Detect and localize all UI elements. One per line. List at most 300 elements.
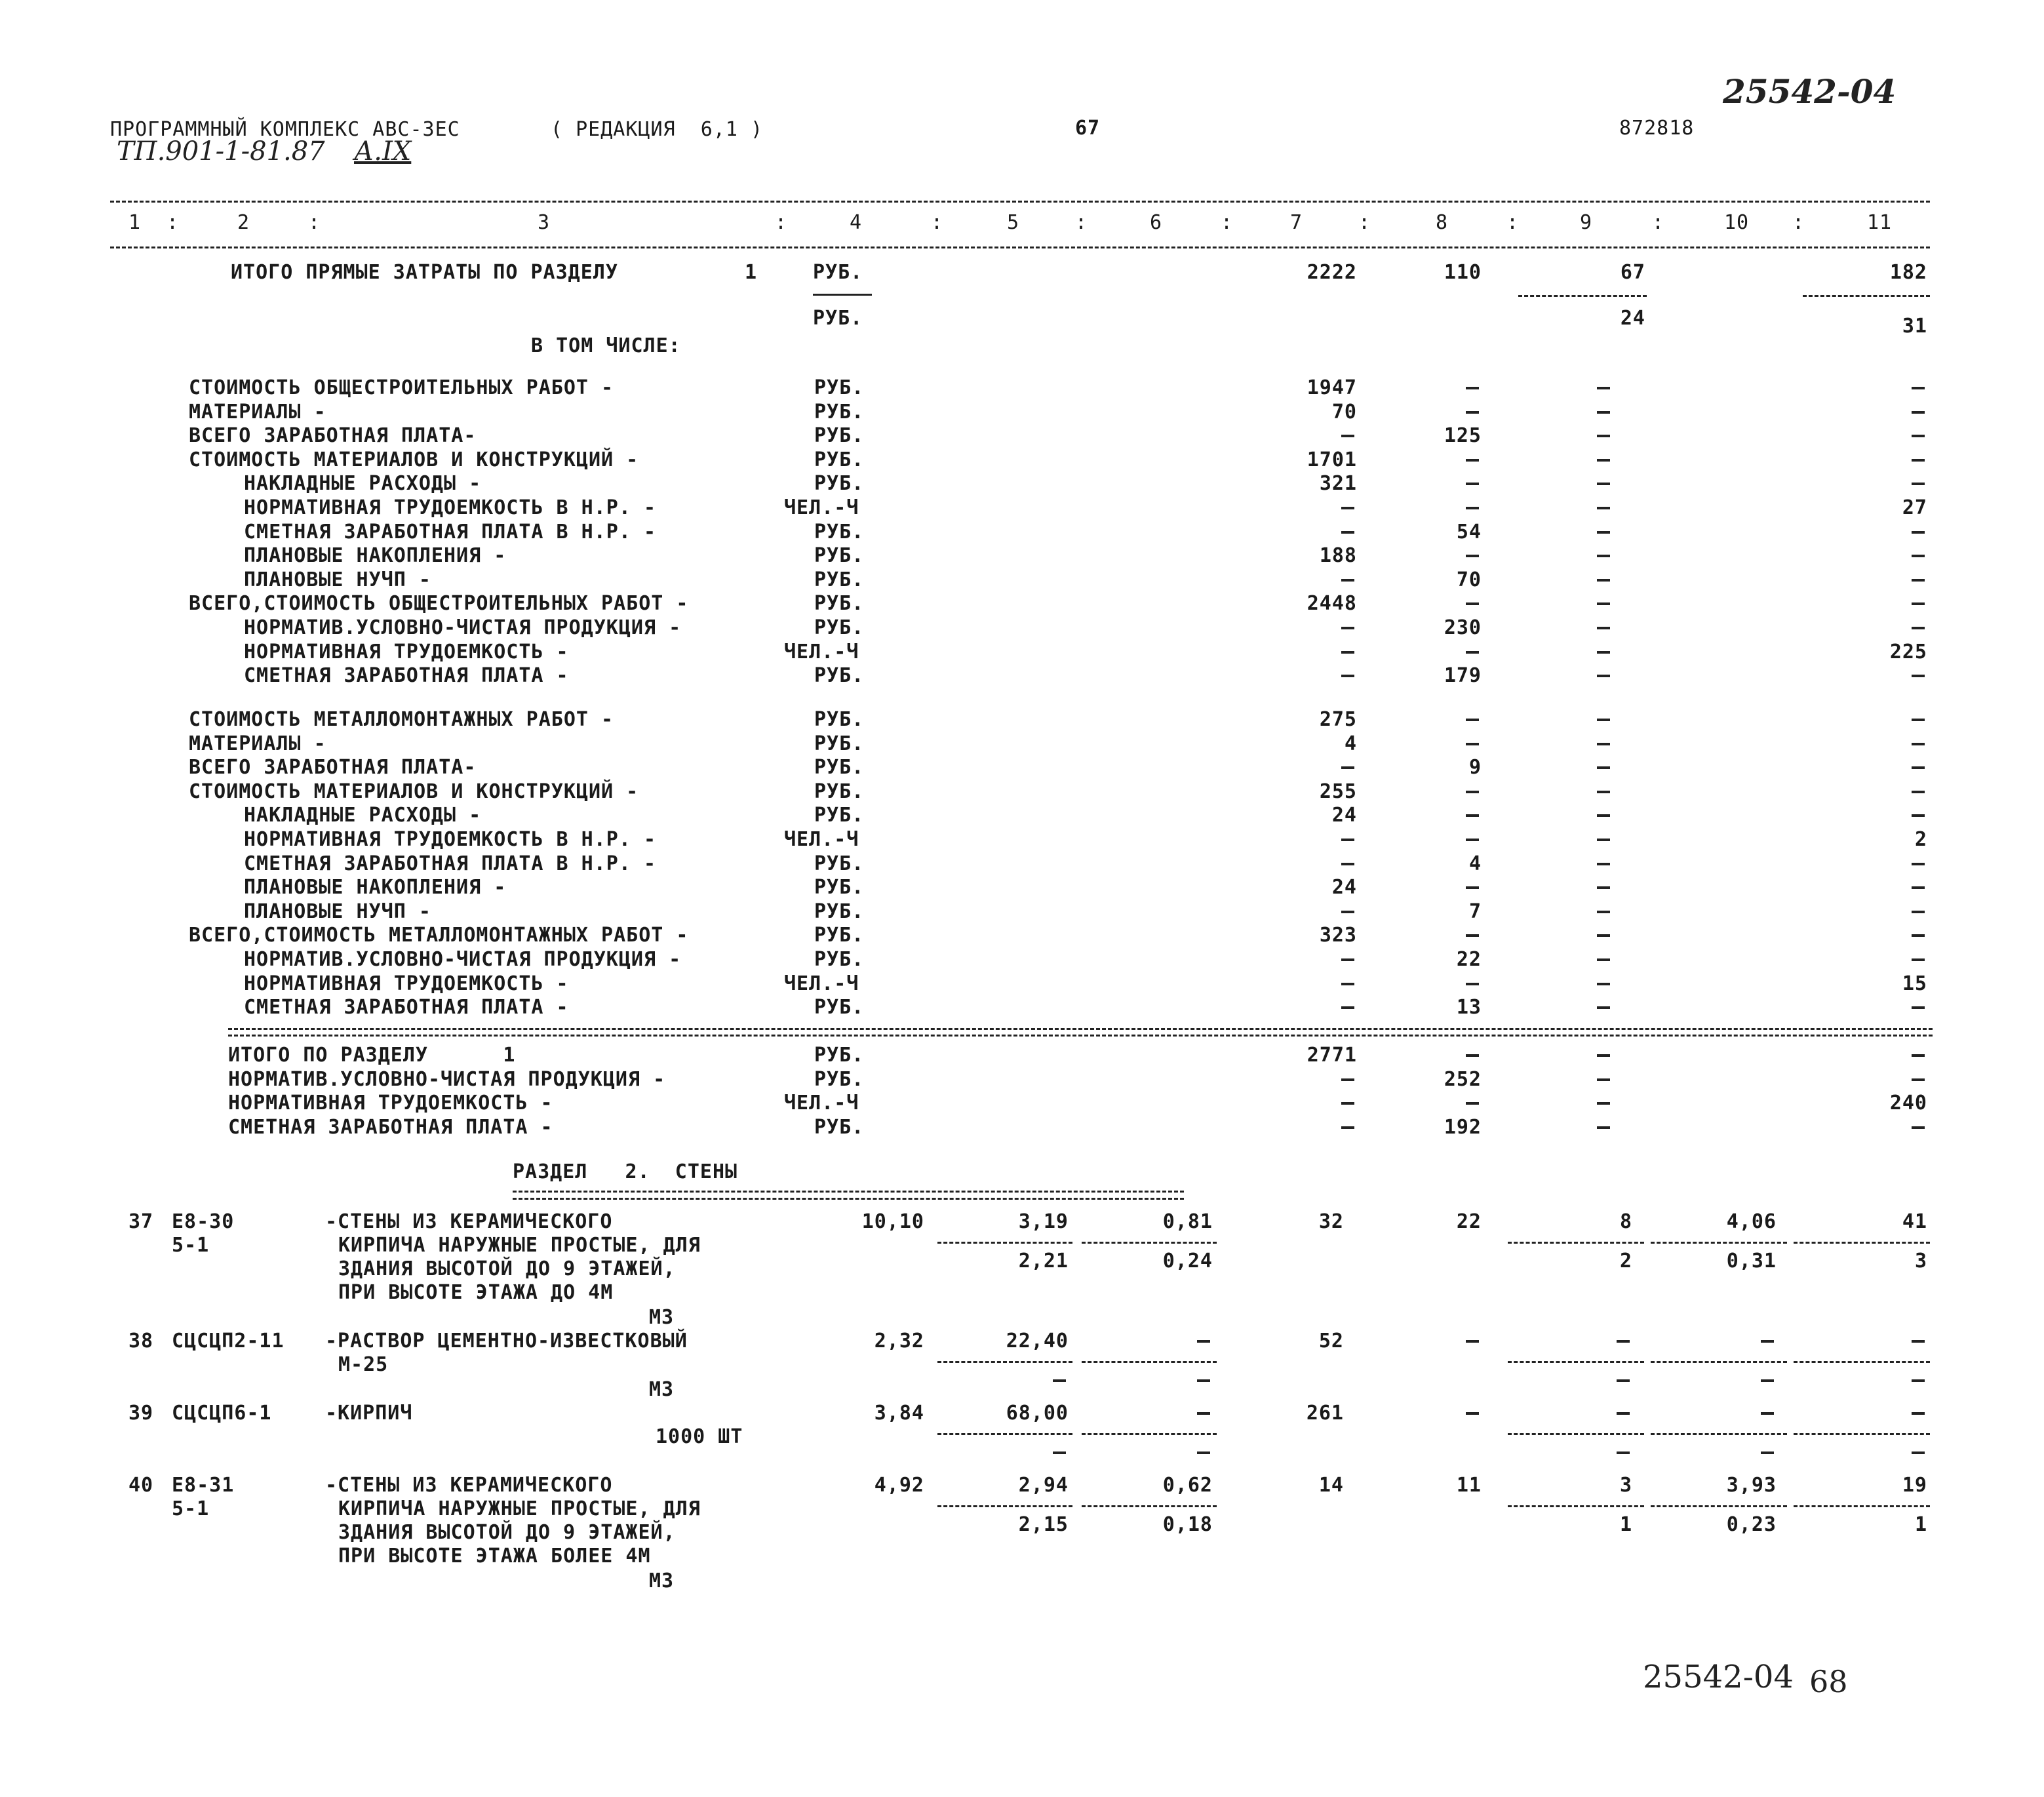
item-unit: М3 [649,1378,675,1401]
row-c9-dash [1597,411,1610,414]
item-c9-rule [1508,1242,1644,1244]
item-c10-bottom: 0,31 [1726,1250,1777,1273]
row-c7-dash [1341,675,1354,677]
row-c9-dash [1597,983,1610,985]
row-unit: РУБ. [814,852,865,875]
item-c10-bottom-dash [1761,1451,1774,1454]
item-c10-rule [1651,1505,1787,1507]
total-c11-dash [1912,1126,1925,1129]
item-description: -КИРПИЧ [325,1402,413,1425]
row-label: СТОИМОСТЬ МЕТАЛЛОМОНТАЖНЫХ РАБОТ - [189,708,614,731]
section2-title-underline [513,1191,1184,1200]
item-c6-dash [1197,1412,1210,1415]
item-c5: 2,94 [1018,1474,1069,1497]
item-c6-rule [1082,1433,1217,1435]
item-c5-rule [937,1433,1072,1435]
item-c6-bottom: 0,24 [1162,1250,1213,1273]
row-c8-dash [1466,387,1479,389]
item-c9: 3 [1619,1474,1632,1497]
item-c11-rule [1794,1433,1930,1435]
item-c8: 22 [1456,1210,1482,1233]
row-label: НОРМАТИВНАЯ ТРУДОЕМКОСТЬ - [244,640,569,663]
item-c6-rule [1082,1361,1217,1363]
item-c11-bottom: 1 [1914,1513,1927,1536]
item-qty: 4,92 [874,1474,924,1497]
column-header: 5 [1007,211,1020,234]
item-c10: 3,93 [1726,1474,1777,1497]
item-c9-rule [1508,1433,1644,1435]
row-c11-dash [1912,602,1925,605]
item-c5-bottom-dash [1053,1379,1066,1382]
column-header: : [1221,211,1234,234]
row-label: СМЕТНАЯ ЗАРАБОТНАЯ ПЛАТА - [244,996,569,1019]
document-code: 872818 [1619,117,1695,140]
row-c11-dash [1912,911,1925,913]
item-c10-dash [1761,1340,1774,1343]
item-code: Е8-30 [172,1210,235,1233]
row-c7-dash [1341,627,1354,629]
item-c5: 68,00 [1006,1402,1069,1425]
item-description: КИРПИЧА НАРУЖНЫЕ ПРОСТЫЕ, ДЛЯ [338,1234,701,1257]
row-c9-dash [1597,839,1610,841]
total-c11: 240 [1889,1092,1927,1115]
total-label: НОРМАТИВ.УСЛОВНО-ЧИСТАЯ ПРОДУКЦИЯ - [228,1067,666,1091]
row-c11-dash [1912,387,1925,389]
row-c11-dash [1912,791,1925,793]
item-c6-bottom: 0,18 [1162,1513,1213,1536]
item-c6-rule [1082,1242,1217,1244]
row-c9-dash [1597,911,1610,913]
row-c11-dash [1912,411,1925,414]
item-c9-dash [1617,1412,1630,1415]
row-c9-dash [1597,766,1610,769]
row-c11-dash [1912,863,1925,865]
total-c9-dash [1597,1078,1610,1081]
doc-reference: ТП.901-1-81.87 [117,136,325,167]
item-c11-rule [1794,1361,1930,1363]
row-c8: 230 [1444,616,1482,639]
item-c11-rule [1794,1242,1930,1244]
item-c9-bottom-dash [1617,1451,1630,1454]
section1-total-c8: 110 [1444,261,1482,284]
item-number: 40 [128,1474,154,1497]
row-c11-dash [1912,555,1925,557]
row-c7: 321 [1319,472,1357,496]
item-c5-rule [937,1242,1072,1244]
row-c11-dash [1912,934,1925,937]
item-description: ЗДАНИЯ ВЫСОТОЙ ДО 9 ЭТАЖЕЙ, [338,1257,676,1280]
row-unit: РУБ. [814,924,865,947]
row-c8: 54 [1456,520,1482,543]
item-c11-rule [1794,1505,1930,1507]
column-header: : [931,211,944,234]
row-unit: РУБ. [814,732,865,755]
item-qty: 2,32 [874,1330,924,1353]
total-c8: 192 [1444,1115,1482,1139]
item-number: 38 [128,1330,154,1353]
item-c9-bottom: 2 [1619,1250,1632,1273]
row-c8: 9 [1468,756,1482,780]
row-c7: 188 [1319,544,1357,568]
row-c11-dash [1912,459,1925,462]
row-unit: ЧЕЛ.-Ч [784,496,859,519]
row-c7-dash [1341,651,1354,654]
total-c11-dash [1912,1054,1925,1057]
row-c7: 323 [1319,924,1357,947]
item-c5-bottom: 2,15 [1018,1513,1069,1536]
row-label: СМЕТНАЯ ЗАРАБОТНАЯ ПЛАТА В Н.Р. - [244,520,657,543]
section1-total-num: 1 [745,261,758,284]
row-c7: 255 [1319,780,1357,803]
row-c8-dash [1466,507,1479,509]
row-c9-dash [1597,507,1610,509]
row-c9-dash [1597,459,1610,462]
row-unit: РУБ. [814,756,865,780]
row-unit: РУБ. [814,664,865,688]
row-c7-dash [1341,766,1354,769]
item-description: ЗДАНИЯ ВЫСОТОЙ ДО 9 ЭТАЖЕЙ, [338,1521,676,1544]
row-c8-dash [1466,555,1479,557]
row-c9-dash [1597,483,1610,485]
item-c11: 41 [1902,1210,1927,1233]
row-c8: 7 [1468,899,1482,923]
column-header: 11 [1867,211,1893,234]
item-c5: 22,40 [1006,1330,1069,1353]
page-number: 67 [1075,117,1101,140]
row-unit: ЧЕЛ.-Ч [784,828,859,851]
row-unit: РУБ. [814,400,865,424]
row-c11: 27 [1902,496,1927,519]
total-c7-dash [1341,1078,1354,1081]
row-c11-dash [1912,743,1925,745]
c4-underline [813,294,872,296]
total-unit: РУБ. [814,1115,865,1139]
row-c11-dash [1912,579,1925,582]
header-bottom-rule [110,247,1930,248]
item-c5: 3,19 [1018,1210,1069,1233]
section1-total-c9: 67 [1620,261,1645,284]
section2-title: РАЗДЕЛ 2. СТЕНЫ [513,1160,738,1183]
row-c7-dash [1341,958,1354,961]
row-c9-dash [1597,958,1610,961]
stamp-number: 25542-04 [1723,72,1897,111]
item-c6: 0,62 [1162,1474,1213,1497]
item-c6: 0,81 [1162,1210,1213,1233]
item-description: -РАСТВОР ЦЕМЕНТНО-ИЗВЕСТКОВЫЙ [325,1330,688,1353]
item-number: 39 [128,1402,154,1425]
column-header: : [1075,211,1088,234]
total-c9-dash [1597,1102,1610,1105]
item-description: М-25 [338,1353,389,1376]
row-c11: 2 [1914,828,1927,851]
item-c11-bottom: 3 [1914,1250,1927,1273]
row-c8: 179 [1444,664,1482,688]
row-c9-dash [1597,627,1610,629]
row-c8: 125 [1444,424,1482,448]
row-label: ВСЕГО ЗАРАБОТНАЯ ПЛАТА- [189,756,477,780]
row-c11-dash [1912,1006,1925,1009]
row-c8-dash [1466,814,1479,817]
row-label: ВСЕГО ЗАРАБОТНАЯ ПЛАТА- [189,424,477,448]
column-header: : [775,211,788,234]
item-unit: М3 [649,1306,675,1329]
section1-total-c7: 2222 [1307,261,1357,284]
column-header: 8 [1436,211,1449,234]
item-c9-bottom: 1 [1619,1513,1632,1536]
edition-label: ( РЕДАКЦИЯ 6,1 ) [551,118,764,141]
row-label: НАКЛАДНЫЕ РАСХОДЫ - [244,804,482,827]
row-c11: 15 [1902,972,1927,995]
item-c9: 8 [1619,1210,1632,1233]
item-c6-dash [1197,1340,1210,1343]
item-c10-rule [1651,1242,1787,1244]
c9-underline [1518,295,1647,297]
item-c5-bottom: 2,21 [1018,1250,1069,1273]
item-code: Е8-31 [172,1474,235,1497]
item-c6-bottom-dash [1197,1379,1210,1382]
item-description: -СТЕНЫ ИЗ КЕРАМИЧЕСКОГО [325,1474,613,1497]
column-header: 6 [1150,211,1163,234]
row-unit: ЧЕЛ.-Ч [784,640,859,663]
row-unit: РУБ. [814,592,865,616]
row-label: СМЕТНАЯ ЗАРАБОТНАЯ ПЛАТА В Н.Р. - [244,852,657,875]
total-c9-dash [1597,1054,1610,1057]
item-number: 37 [128,1210,154,1233]
row-label: НАКЛАДНЫЕ РАСХОДЫ - [244,472,482,496]
item-description: ПРИ ВЫСОТЕ ЭТАЖА ДО 4М [338,1281,614,1304]
row-c9-dash [1597,791,1610,793]
item-c5-bottom-dash [1053,1451,1066,1454]
row-c8-dash [1466,791,1479,793]
item-c10-bottom: 0,23 [1726,1513,1777,1536]
row-c9-dash [1597,719,1610,721]
item-c9-bottom-dash [1617,1379,1630,1382]
row-c8: 4 [1468,852,1482,875]
row-unit: РУБ. [814,424,865,448]
row-unit: РУБ. [814,520,865,543]
row-label: СТОИМОСТЬ МАТЕРИАЛОВ И КОНСТРУКЦИЙ - [189,448,639,471]
column-header: : [308,211,321,234]
row-c9-dash [1597,555,1610,557]
section1-total-unit: РУБ. [813,261,863,284]
row-label: СТОИМОСТЬ МАТЕРИАЛОВ И КОНСТРУКЦИЙ - [189,780,639,803]
total-unit: РУБ. [814,1067,865,1091]
row-c9-dash [1597,814,1610,817]
item-unit: 1000 ШТ [656,1425,743,1448]
total-label: СМЕТНАЯ ЗАРАБОТНАЯ ПЛАТА - [228,1115,553,1139]
row-c8-dash [1466,483,1479,485]
row-c8-dash [1466,839,1479,841]
total-c11-dash [1912,1078,1925,1081]
column-header: 7 [1290,211,1303,234]
row-c9-dash [1597,1006,1610,1009]
item-c7: 52 [1318,1330,1344,1353]
header-top-rule [110,201,1930,203]
total-c8: 252 [1444,1067,1482,1091]
row-c9-dash [1597,651,1610,654]
column-header: 4 [850,211,863,234]
column-header: : [1506,211,1520,234]
row-unit: РУБ. [814,899,865,923]
row-c11-dash [1912,531,1925,534]
item-c5-rule [937,1361,1072,1363]
item-c7: 32 [1318,1210,1344,1233]
row-c11-dash [1912,435,1925,437]
column-header: 1 [128,211,142,234]
row-label: СМЕТНАЯ ЗАРАБОТНАЯ ПЛАТА - [244,664,569,688]
item-c9-rule [1508,1361,1644,1363]
row-c9-dash [1597,863,1610,865]
total-c7: 2771 [1307,1044,1357,1067]
item-c8: 11 [1456,1474,1482,1497]
row-c7: 1947 [1307,376,1357,399]
row-unit: РУБ. [814,616,865,639]
total-unit: ЧЕЛ.-Ч [784,1092,859,1115]
column-header: : [1792,211,1805,234]
item-c11-bottom-dash [1912,1379,1925,1382]
section1-total-c11: 182 [1889,261,1927,284]
item-c7: 14 [1318,1474,1344,1497]
column-header: 3 [538,211,551,234]
item-code: СЦСЦП6-1 [172,1402,272,1425]
row-c11-dash [1912,719,1925,721]
row-c8-dash [1466,743,1479,745]
row-c8-dash [1466,411,1479,414]
row-label: ПЛАНОВЫЕ НУЧП - [244,899,431,923]
row-c7: 24 [1331,876,1357,899]
row-c11-dash [1912,766,1925,769]
item-c8-dash [1466,1340,1479,1343]
item-unit: М3 [649,1570,675,1592]
row-c7-dash [1341,531,1354,534]
row-c11-dash [1912,483,1925,485]
row-c7: 70 [1331,400,1357,424]
row-unit: РУБ. [814,876,865,899]
total-c7-dash [1341,1102,1354,1105]
footer-page-number: 68 [1809,1664,1848,1699]
row-c9-dash [1597,579,1610,582]
row-c7: 24 [1331,804,1357,827]
item-description: ПРИ ВЫСОТЕ ЭТАЖА БОЛЕЕ 4М [338,1545,651,1568]
row-c11-dash [1912,886,1925,889]
row-unit: РУБ. [814,448,865,471]
row-c8-dash [1466,934,1479,937]
footer-handwritten-number: 25542-04 [1643,1659,1794,1695]
row-label: ВСЕГО,СТОИМОСТЬ ОБЩЕСТРОИТЕЛЬНЫХ РАБОТ - [189,592,689,616]
row-c8: 13 [1456,996,1482,1019]
row-c8-dash [1466,459,1479,462]
row-label: НОРМАТИВНАЯ ТРУДОЕМКОСТЬ В Н.Р. - [244,828,657,851]
row-c7-dash [1341,839,1354,841]
item-c11-dash [1912,1412,1925,1415]
row-c9-dash [1597,602,1610,605]
row-label: НОРМАТИВНАЯ ТРУДОЕМКОСТЬ В Н.Р. - [244,496,657,519]
item-c9-rule [1508,1505,1644,1507]
row-unit: РУБ. [814,568,865,591]
row-label: МАТЕРИАЛЫ - [189,400,326,424]
item-code-line2: 5-1 [172,1234,210,1257]
item-c11-bottom-dash [1912,1451,1925,1454]
row-c7-dash [1341,1006,1354,1009]
row-c8: 22 [1456,948,1482,971]
item-c10-rule [1651,1433,1787,1435]
item-qty: 3,84 [874,1402,924,1425]
column-header: 2 [237,211,250,234]
row-label: НОРМАТИВНАЯ ТРУДОЕМКОСТЬ - [244,972,569,995]
row-c8-dash [1466,983,1479,985]
total-c8-dash [1466,1102,1479,1105]
total-c9-dash [1597,1126,1610,1129]
row-c8-dash [1466,651,1479,654]
item-c10: 4,06 [1726,1210,1777,1233]
item-c6-bottom-dash [1197,1451,1210,1454]
row-c9-dash [1597,531,1610,534]
row-unit: РУБ. [814,376,865,399]
row-label: НОРМАТИВ.УСЛОВНО-ЧИСТАЯ ПРОДУКЦИЯ - [244,948,682,971]
total-c8-dash [1466,1054,1479,1057]
row-label: ВСЕГО,СТОИМОСТЬ МЕТАЛЛОМОНТАЖНЫХ РАБОТ - [189,924,689,947]
item-c5-rule [937,1505,1072,1507]
row-c7: 2448 [1307,592,1357,616]
row-c7-dash [1341,435,1354,437]
section1-total-c9b: 24 [1620,307,1645,330]
program-title: ПРОГРАММНЫЙ КОМПЛЕКС АВС-ЗЕС [110,118,460,141]
row-label: МАТЕРИАЛЫ - [189,732,326,755]
column-header: : [1652,211,1665,234]
item-c9-dash [1617,1340,1630,1343]
row-unit: ЧЕЛ.-Ч [784,972,859,995]
row-c11-dash [1912,675,1925,677]
row-c11-dash [1912,958,1925,961]
row-c7-dash [1341,579,1354,582]
row-c7: 4 [1344,732,1357,755]
row-c9-dash [1597,675,1610,677]
item-qty: 10,10 [861,1210,924,1233]
total-label: ИТОГО ПО РАЗДЕЛУ 1 [228,1044,516,1067]
item-c11-dash [1912,1340,1925,1343]
total-unit: РУБ. [814,1044,865,1067]
row-unit: РУБ. [814,996,865,1019]
item-c10-rule [1651,1361,1787,1363]
including-label: В ТОМ ЧИСЛЕ: [531,334,681,357]
column-header: : [167,211,180,234]
row-label: ПЛАНОВЫЕ НУЧП - [244,568,431,591]
item-c10-bottom-dash [1761,1379,1774,1382]
row-c7-dash [1341,507,1354,509]
item-code-line2: 5-1 [172,1497,210,1520]
row-c7-dash [1341,983,1354,985]
section-total-rule-2 [228,1035,1933,1037]
row-c7-dash [1341,863,1354,865]
row-c8-dash [1466,886,1479,889]
column-header: 9 [1580,211,1593,234]
item-c11: 19 [1902,1474,1927,1497]
row-unit: РУБ. [814,544,865,568]
row-c11: 225 [1889,640,1927,663]
row-c9-dash [1597,387,1610,389]
row-c9-dash [1597,934,1610,937]
row-label: СТОИМОСТЬ ОБЩЕСТРОИТЕЛЬНЫХ РАБОТ - [189,376,614,399]
row-c9-dash [1597,743,1610,745]
column-header: : [1358,211,1371,234]
section-total-rule-1 [228,1028,1933,1030]
row-c7: 275 [1319,708,1357,731]
row-c7-dash [1341,911,1354,913]
row-unit: РУБ. [814,780,865,803]
item-c6-rule [1082,1505,1217,1507]
row-unit: РУБ. [814,708,865,731]
row-c9-dash [1597,886,1610,889]
